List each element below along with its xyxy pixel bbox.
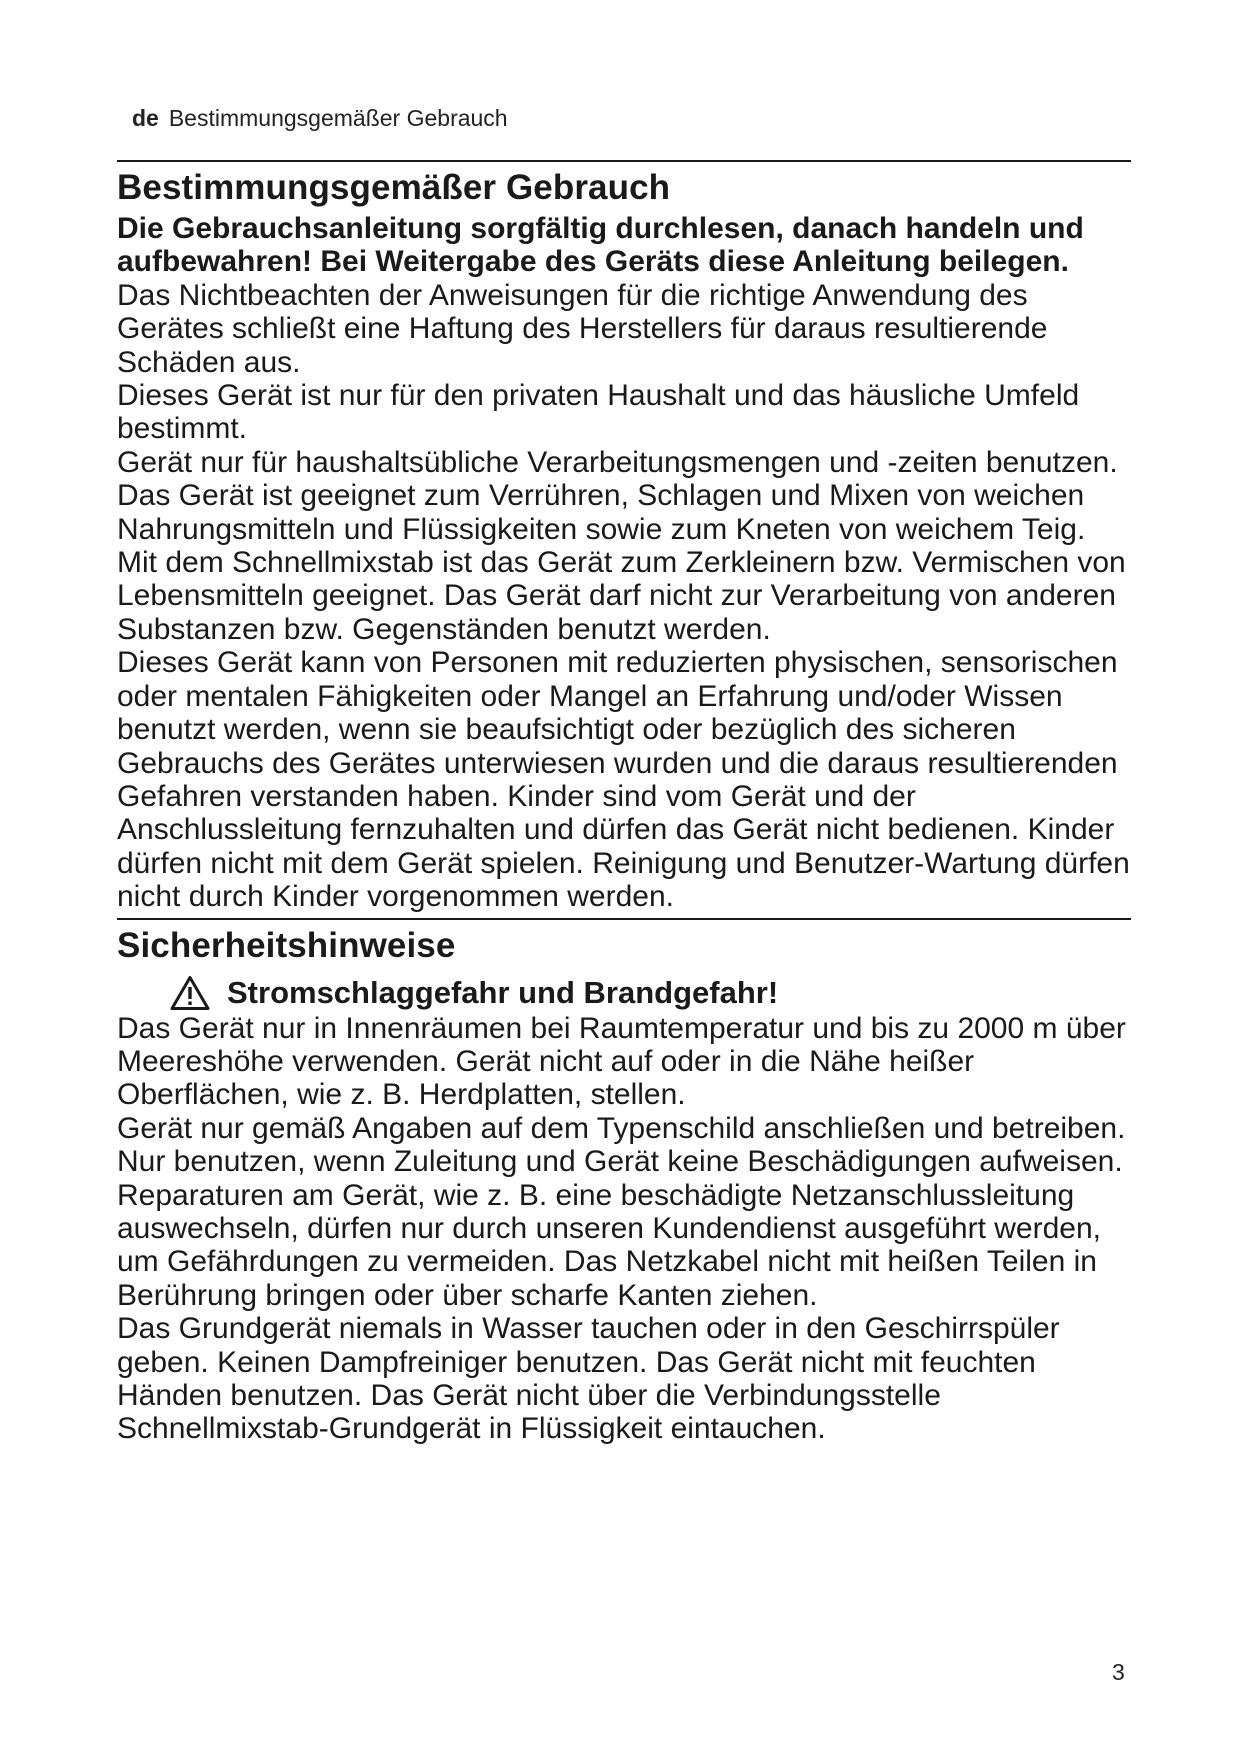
warning-block xyxy=(170,974,1131,1012)
running-header xyxy=(132,104,508,132)
body-paragraph: Gerät nur für haushaltsübliche Verarbeitungsmengen und -zeiten benutzen. Das Gerät ist geeignet zum Verrühren, Schlagen und Mixen von weichen Nahrungsmitteln und Flüssigkeiten sowie zum Kneten von weichem Teig. Mit dem Schnellmixstab ist das Gerät zum Zerkleinern bzw. Vermischen von Lebensmitteln geeignet. Das Gerät darf nicht zur Verarbeitung von anderen Substanzen bzw. Gegenständen benutzt werden. xyxy=(117,445,1126,646)
language-code: de xyxy=(132,105,159,131)
section-divider xyxy=(117,160,1131,162)
body-paragraph: Dieses Gerät kann von Personen mit reduzierten physischen, sensorischen oder mentalen Fähigkeiten oder Mangel an Erfahrung und/oder Wissen benutzt werden, wenn sie beaufsichtigt oder bezüglich des sicheren Gebrauchs des Gerätes unterwiesen wurden und die daraus resultierenden Gefahren verstanden haben. Kinder sind vom Gerät und der Anschlussleitung fernzuhalten und dürfen das Gerät nicht bedienen. Kinder dürfen nicht mit dem Gerät spielen. Reinigung und Benutzer-Wartung dürfen nicht durch Kinder vorgenommen werden. xyxy=(117,646,1130,914)
section-safety xyxy=(117,926,1131,1446)
section-heading-safety: Sicherheitshinweise xyxy=(117,925,456,965)
section-divider xyxy=(117,918,1131,920)
running-header-title: Bestimmungsgemäßer Gebrauch xyxy=(168,105,508,131)
section-heading-intended-use: Bestimmungsgemäßer Gebrauch xyxy=(117,168,671,207)
page-number: 3 xyxy=(1112,1659,1125,1685)
body-paragraph: Das Gerät nur in Innenräumen bei Raumtemperatur und bis zu 2000 m über Meereshöhe verwenden. Gerät nicht auf oder in die Nähe heißer Oberflächen, wie z. B. Herdplatten, stellen. xyxy=(117,1011,1126,1112)
body-paragraph: Das Grundgerät niemals in Wasser tauchen oder in den Geschirrspüler geben. Keinen Dampfreiniger benutzen. Das Gerät nicht mit feuchten Händen benutzen. Das Gerät nicht über die Verbindungsstelle Schnellmixstab-Grundgerät in Flüssigkeit eintauchen. xyxy=(117,1312,1060,1446)
body-paragraph: Gerät nur gemäß Angaben auf dem Typenschild anschließen und betreiben. Nur benutzen, wenn Zuleitung und Gerät keine Beschädigungen aufweisen. Reparaturen am Gerät, wie z. B. eine beschädigte Netzanschlussleitung auswechseln, dürfen nur durch unseren Kundendienst ausgeführt werden, um Gefährdungen zu vermeiden. Das Netzkabel nicht mit heißen Teilen in Berührung bringen oder über scharfe Kanten ziehen. xyxy=(117,1111,1126,1312)
section-intended-use xyxy=(117,168,1131,914)
body-paragraph: Dieses Gerät ist nur für den privaten Haushalt und das häusliche Umfeld bestimmt. xyxy=(117,379,1080,446)
page-content xyxy=(117,160,1131,1446)
warning-title: Stromschlaggefahr und Brandgefahr! xyxy=(227,974,779,1010)
body-paragraph: Das Nichtbeachten der Anweisungen für die richtige Anwendung des Gerätes schließt eine Haftung des Herstellers für daraus resultierende Schäden aus. xyxy=(117,278,1048,379)
lead-paragraph: Die Gebrauchsanleitung sorgfältig durchlesen, danach handeln und aufbewahren! Bei Weitergabe des Geräts diese Anleitung beilegen. xyxy=(117,212,1084,279)
warning-triangle-icon xyxy=(170,975,210,1011)
